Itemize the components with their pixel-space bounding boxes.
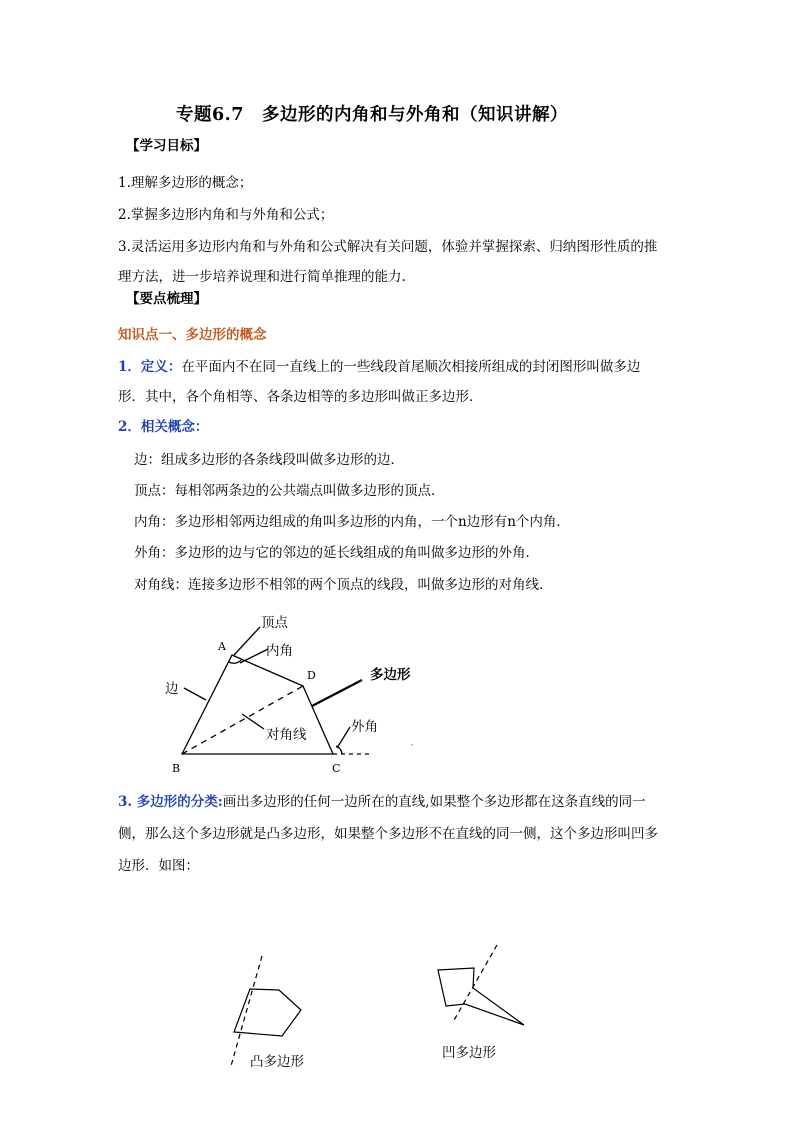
- definition-text-1: 在平面内不在同一直线上的一些线段首尾顺次相接所组成的封闭图形叫做多边: [181, 359, 641, 375]
- classification-number: 3.: [118, 794, 137, 810]
- label-vertex-d: D: [307, 669, 316, 682]
- related-label: 相关概念: [140, 419, 195, 435]
- concave-label: 凹多边形: [442, 1045, 496, 1061]
- classification-text-3: 边形．如图：: [118, 858, 199, 874]
- label-diagonal-term: 对角线: [266, 727, 307, 743]
- section-goals-heading: 【学习目标】: [126, 138, 207, 154]
- definition-label: 定义: [140, 359, 168, 375]
- classification-text-2: 侧，那么这个多边形就是凸多边形，如果整个多边形不在直线的同一侧，这个多边形叫凹多: [118, 826, 658, 842]
- convex-polygon: [234, 989, 301, 1036]
- concept-diagonal: 对角线：连接多边形不相邻的两个顶点的线段，叫做多边形的对角线．: [134, 577, 553, 593]
- leader-exterior: [337, 727, 350, 748]
- convex-test-line: [231, 956, 262, 1066]
- concept-side: 边：组成多边形的各条线段叫做多边形的边．: [134, 452, 404, 468]
- related-number: 2．: [118, 419, 141, 435]
- convex-label: 凸多边形: [250, 1054, 304, 1070]
- label-exterior-term: 外角: [351, 719, 378, 735]
- concave-polygon: [438, 968, 524, 1025]
- label-polygon-term: 多边形: [370, 667, 411, 683]
- label-vertex-b: B: [172, 762, 181, 775]
- concave-test-line: [453, 945, 497, 1022]
- definition-text-2: 形．其中，各个角相等、各条边相等的多边形叫做正多边形．: [118, 389, 483, 405]
- stray-dot: [411, 744, 413, 746]
- related-colon: ：: [194, 419, 209, 435]
- concept-interior-angle: 内角：多边形相邻两边组成的角叫多边形的内角，一个n边形有n个内角．: [134, 514, 570, 530]
- label-vertex-a: A: [218, 640, 226, 653]
- classification-line-1: [118, 793, 646, 811]
- section-points-heading: 【要点梳理】: [126, 291, 207, 307]
- definition-number: 1．: [118, 359, 141, 375]
- leader-vertex: [234, 627, 260, 655]
- label-interior-term: 内角: [266, 643, 293, 659]
- leader-side: [184, 688, 206, 700]
- label-side-term: 边: [165, 681, 179, 697]
- classification-colon: :: [217, 794, 223, 810]
- label-vertex-c: C: [332, 762, 341, 775]
- knowledge-point-1-title: 知识点一、多边形的概念: [118, 327, 267, 343]
- goal-item-1: 1.理解多边形的概念；: [118, 175, 253, 191]
- page-title: 专题6.7 多边形的内角和与外角和（知识讲解）: [176, 105, 568, 125]
- leader-interior: [240, 649, 268, 663]
- goal-item-3-cont: 理方法，进一步培养说理和进行简单推理的能力.: [118, 269, 406, 285]
- classification-text-1: 画出多边形的任何一边所在的直线,如果整个多边形都在这条直线的同一: [222, 794, 646, 810]
- concept-vertex: 顶点：每相邻两条边的公共端点叫做多边形的顶点．: [134, 483, 445, 499]
- leader-diagonal: [242, 714, 264, 729]
- goal-item-2: 2.掌握多边形内角和与外角和公式；: [118, 207, 334, 223]
- goal-item-3: 3.灵活运用多边形内角和与外角和公式解决有关问题，体验并掌握探索、归纳图形性质的推: [118, 239, 658, 255]
- classification-label: 多边形的分类: [136, 794, 218, 810]
- label-vertex-term: 顶点: [261, 615, 288, 631]
- leader-polygon: [312, 680, 362, 706]
- definition-colon: ：: [167, 359, 182, 375]
- concept-exterior-angle: 外角：多边形的边与它的邻边的延长线组成的角叫做多边形的外角．: [134, 545, 539, 561]
